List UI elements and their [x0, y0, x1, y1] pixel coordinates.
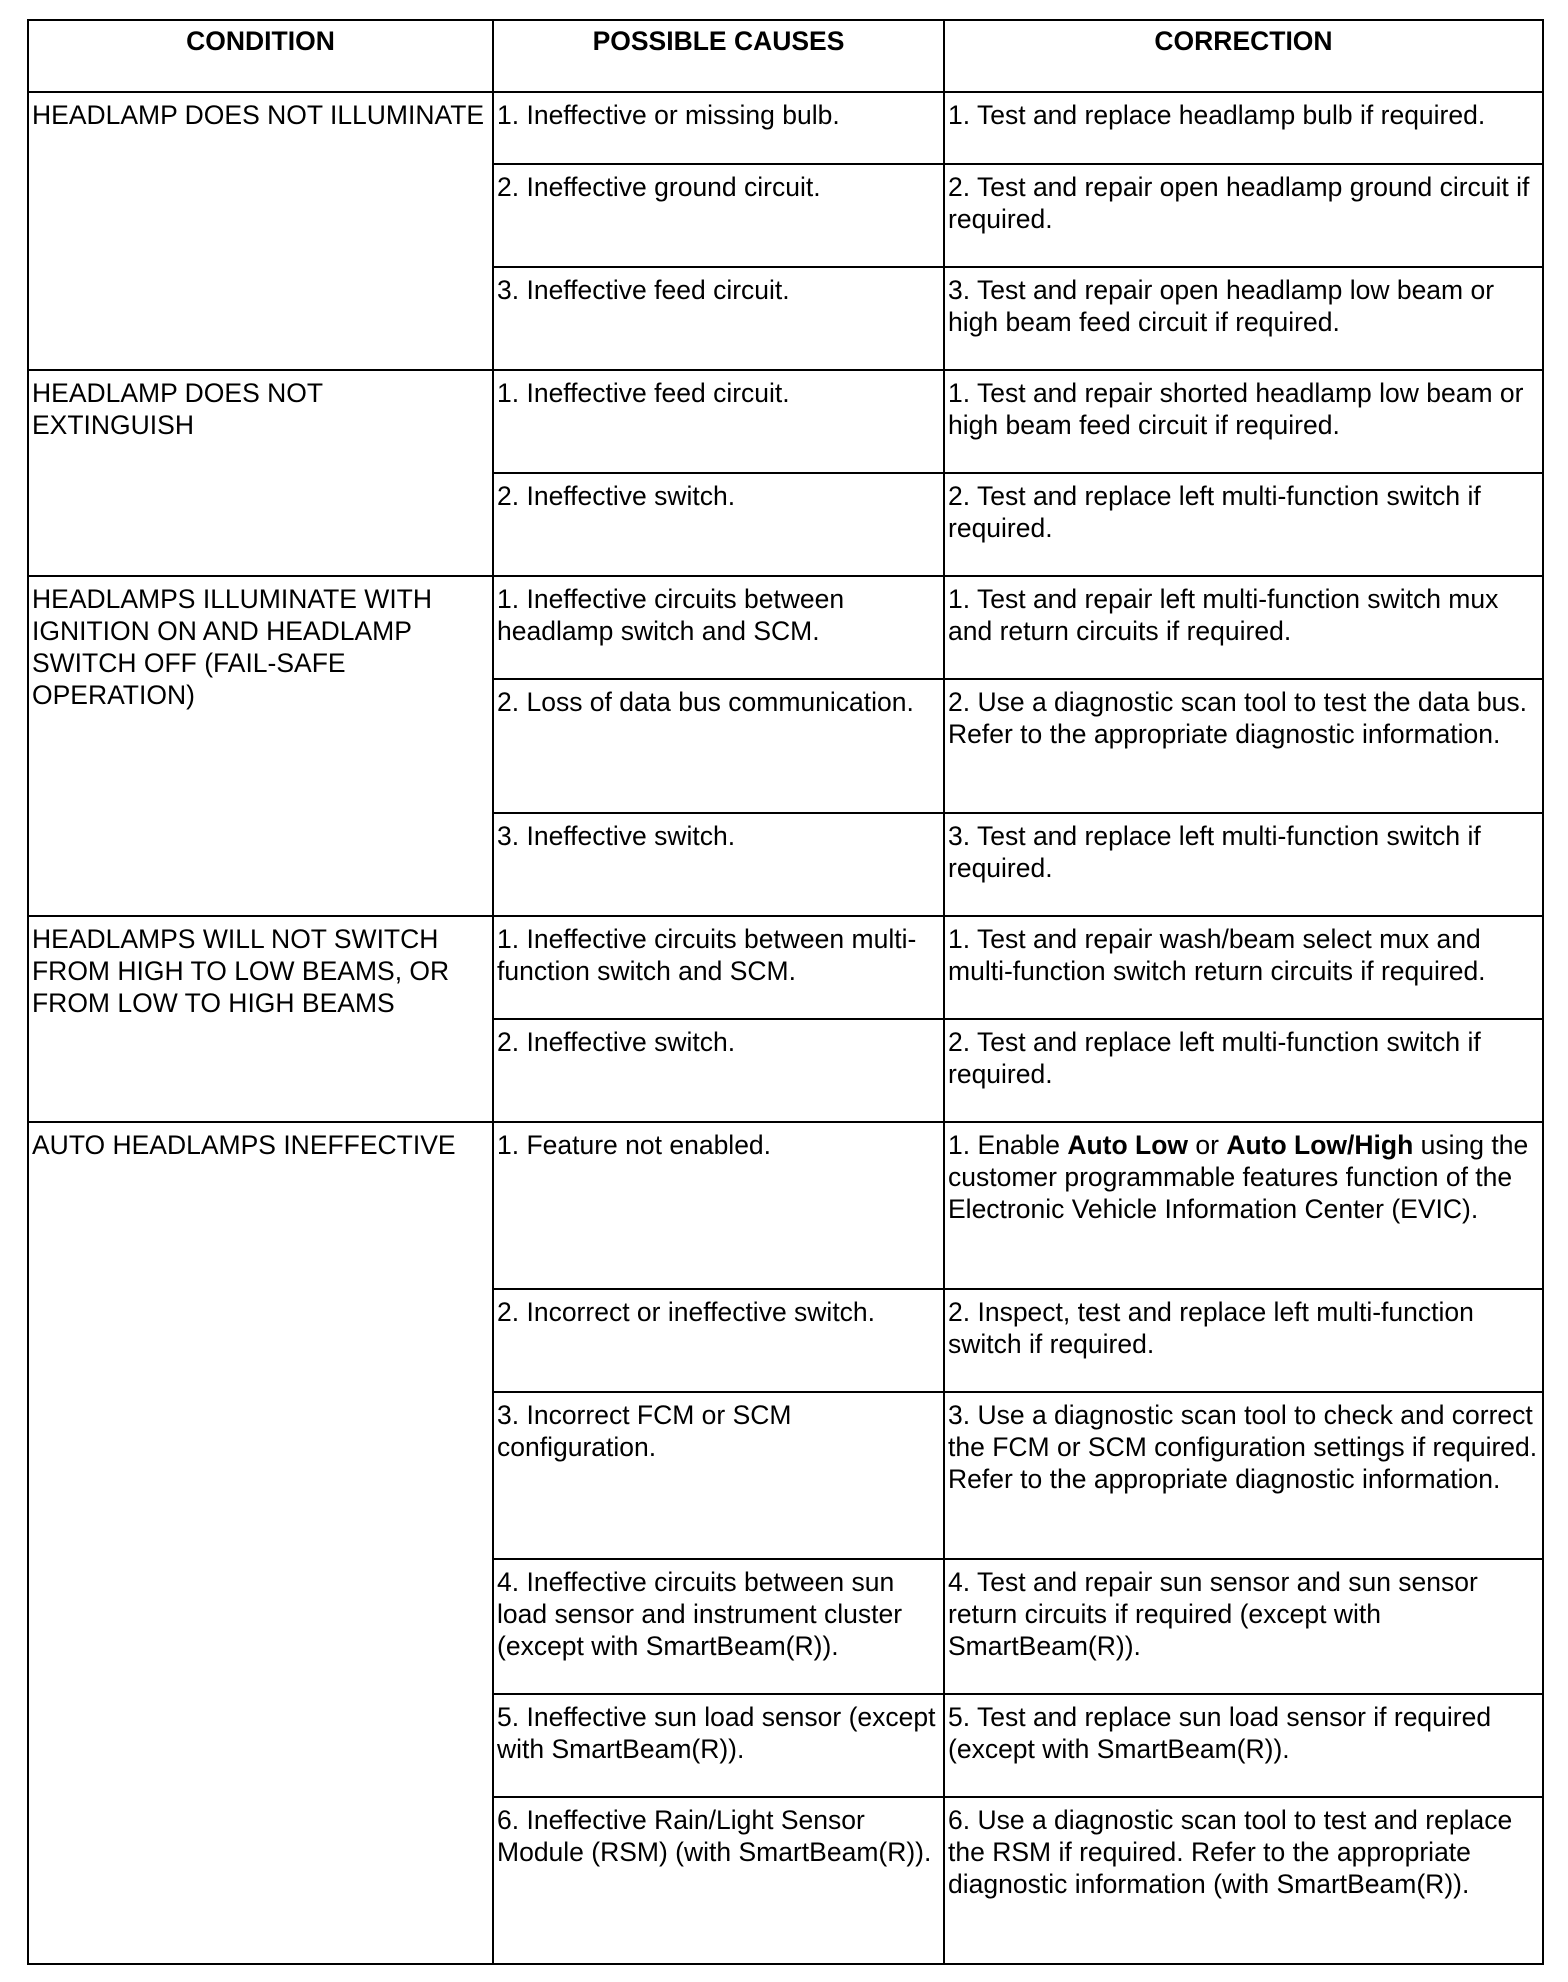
condition-cell: AUTO HEADLAMPS INEFFECTIVE [28, 1122, 493, 1964]
correction-cell: 2. Test and repair open headlamp ground circuit if required. [944, 164, 1543, 267]
cause-cell: 2. Ineffective switch. [493, 473, 944, 576]
cause-cell: 1. Ineffective circuits between headlamp switch and SCM. [493, 576, 944, 679]
correction-cell: 1. Test and repair left multi-function switch mux and return circuits if required. [944, 576, 1543, 679]
table-row [28, 916, 1543, 1019]
correction-text-3: using the customer programmable features function of the Electronic Vehicle Information Center (EVIC). [948, 1130, 1529, 1224]
cause-cell: 6. Ineffective Rain/Light Sensor Module (RSM) (with SmartBeam(R)). [493, 1797, 944, 1964]
cause-cell: 1. Feature not enabled. [493, 1122, 944, 1289]
table-row [28, 1122, 1543, 1289]
header-possible-causes: POSSIBLE CAUSES [493, 20, 944, 92]
correction-cell [944, 1122, 1543, 1289]
correction-cell: 2. Test and replace left multi-function switch if required. [944, 1019, 1543, 1122]
cause-cell: 2. Ineffective switch. [493, 1019, 944, 1122]
diagnosis-table [27, 19, 1544, 1965]
correction-cell: 2. Inspect, test and replace left multi-function switch if required. [944, 1289, 1543, 1392]
cause-cell: 3. Ineffective switch. [493, 813, 944, 916]
correction-cell: 3. Use a diagnostic scan tool to check and correct the FCM or SCM configuration settings if required. Refer to the appropriate diagnostic information. [944, 1392, 1543, 1559]
correction-cell: 3. Test and replace left multi-function switch if required. [944, 813, 1543, 916]
cause-cell: 2. Ineffective ground circuit. [493, 164, 944, 267]
cause-cell: 4. Ineffective circuits between sun load sensor and instrument cluster (except with SmartBeam(R)). [493, 1559, 944, 1694]
cause-cell: 1. Ineffective feed circuit. [493, 370, 944, 473]
auto-low-option: Auto Low [1067, 1130, 1189, 1160]
cause-cell: 1. Ineffective circuits between multi-function switch and SCM. [493, 916, 944, 1019]
condition-cell: HEADLAMP DOES NOT EXTINGUISH [28, 370, 493, 576]
auto-low-high-option: Auto Low/High [1226, 1130, 1414, 1160]
correction-cell: 5. Test and replace sun load sensor if required (except with SmartBeam(R)). [944, 1694, 1543, 1797]
correction-cell: 6. Use a diagnostic scan tool to test and replace the RSM if required. Refer to the appropriate diagnostic information (with SmartBeam(R)). [944, 1797, 1543, 1964]
table-row [28, 370, 1543, 473]
correction-text-2: or [1188, 1130, 1227, 1160]
cause-cell: 3. Incorrect FCM or SCM configuration. [493, 1392, 944, 1559]
cause-cell: 5. Ineffective sun load sensor (except with SmartBeam(R)). [493, 1694, 944, 1797]
correction-cell: 2. Use a diagnostic scan tool to test the data bus. Refer to the appropriate diagnostic information. [944, 679, 1543, 813]
cause-cell: 2. Loss of data bus communication. [493, 679, 944, 813]
correction-cell: 1. Test and repair shorted headlamp low beam or high beam feed circuit if required. [944, 370, 1543, 473]
table-row [28, 92, 1543, 164]
cause-cell: 3. Ineffective feed circuit. [493, 267, 944, 370]
correction-cell: 3. Test and repair open headlamp low beam or high beam feed circuit if required. [944, 267, 1543, 370]
cause-cell: 1. Ineffective or missing bulb. [493, 92, 944, 164]
cause-cell: 2. Incorrect or ineffective switch. [493, 1289, 944, 1392]
condition-cell: HEADLAMPS WILL NOT SWITCH FROM HIGH TO LOW BEAMS, OR FROM LOW TO HIGH BEAMS [28, 916, 493, 1122]
header-condition: CONDITION [28, 20, 493, 92]
correction-cell: 4. Test and repair sun sensor and sun sensor return circuits if required (except with SmartBeam(R)). [944, 1559, 1543, 1694]
correction-cell: 1. Test and repair wash/beam select mux and multi-function switch return circuits if required. [944, 916, 1543, 1019]
correction-cell: 2. Test and replace left multi-function switch if required. [944, 473, 1543, 576]
condition-cell: HEADLAMPS ILLUMINATE WITH IGNITION ON AND HEADLAMP SWITCH OFF (FAIL-SAFE OPERATION) [28, 576, 493, 916]
condition-cell: HEADLAMP DOES NOT ILLUMINATE [28, 92, 493, 370]
correction-cell: 1. Test and replace headlamp bulb if required. [944, 92, 1543, 164]
table-row [28, 576, 1543, 679]
header-correction: CORRECTION [944, 20, 1543, 92]
correction-text-1: 1. Enable [948, 1130, 1068, 1160]
header-row [28, 20, 1543, 92]
